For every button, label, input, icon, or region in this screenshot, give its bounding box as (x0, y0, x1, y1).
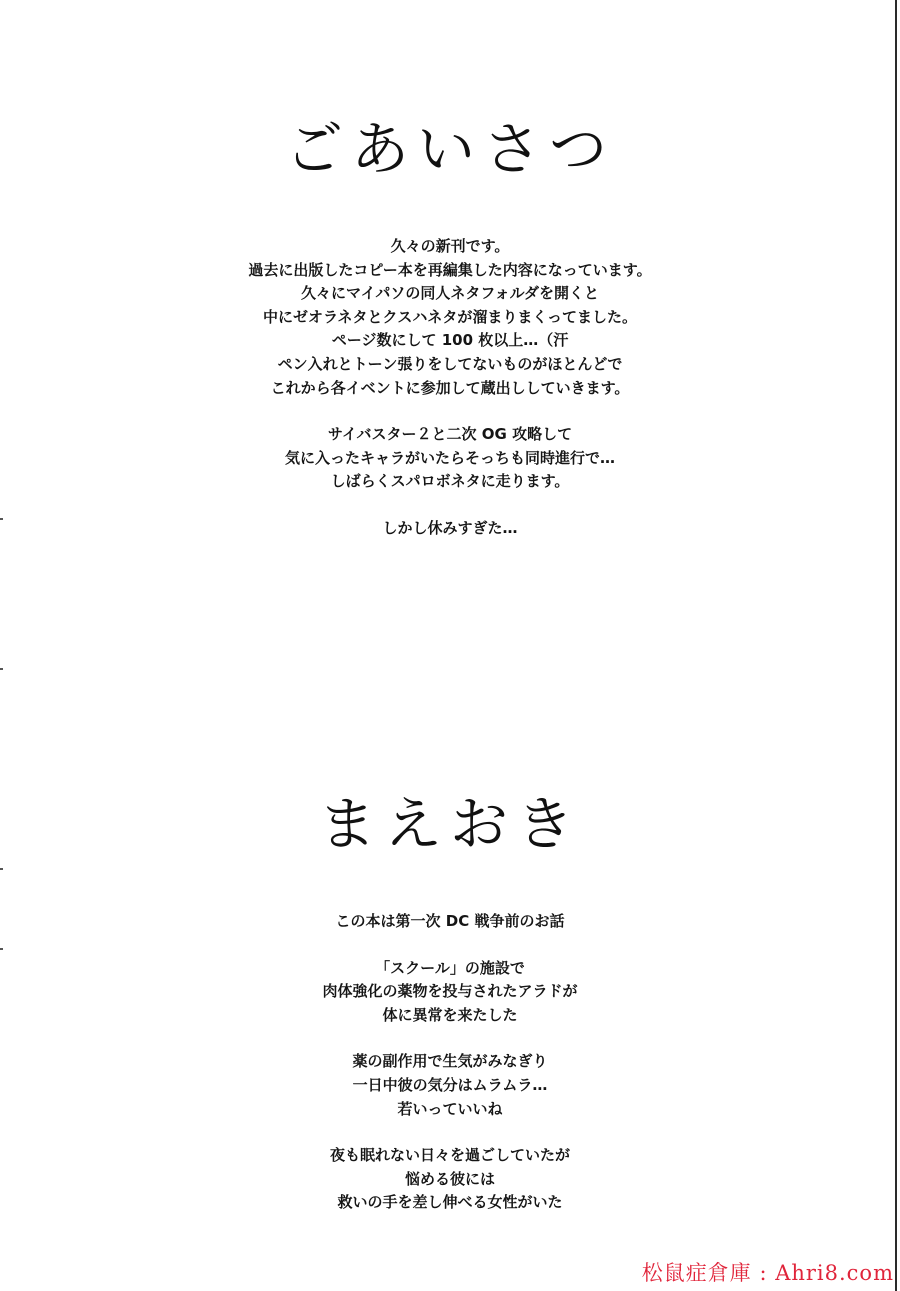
text-line: 若いっていいね (397, 1099, 503, 1118)
greeting-paragraph (0, 235, 900, 400)
preface-paragraph (0, 1050, 900, 1121)
text-line: 救いの手を差し伸べる女性がいた (337, 1193, 563, 1212)
preface-paragraph (0, 957, 900, 1028)
text-line: ページ数にして 100 枚以上…（汗 (331, 331, 569, 350)
greeting-paragraph (0, 517, 900, 541)
text-line: 体に異常を来たした (382, 1005, 518, 1024)
text-line: 久々にマイパソの同人ネタフォルダを開くと (300, 284, 600, 303)
text-line: 悩める彼には (404, 1169, 495, 1188)
preface-body (0, 910, 900, 1215)
text-line: 久々の新刊です。 (390, 237, 510, 255)
text-line: この本は第一次 DC 戦争前のお話 (335, 912, 565, 930)
text-line: 一日中彼の気分はムラムラ… (352, 1075, 548, 1094)
watermark-text: 松鼠症倉庫 : Ahri8.com (641, 1261, 894, 1285)
text-line: しかし休みすぎた… (382, 518, 518, 537)
text-line: ペン入れとトーン張りをしてないものがほとんどで (277, 354, 623, 373)
preface-paragraph (0, 910, 900, 934)
greeting-paragraph (0, 423, 900, 494)
greeting-title: ごあいさつ (284, 115, 615, 183)
text-line: しばらくスパロボネタに走ります。 (330, 472, 570, 491)
preface-paragraph (0, 1144, 900, 1215)
text-line: これから各イベントに参加して蔵出ししていきます。 (270, 378, 630, 397)
text-line: 肉体強化の薬物を投与されたアラドが (322, 982, 578, 1001)
scan-edge-mark (0, 668, 3, 670)
text-line: 中にゼオラネタとクスハネタが溜まりまくってました。 (262, 307, 638, 326)
preface-title: まえおき (317, 790, 582, 858)
scan-edge-mark (0, 868, 3, 870)
text-line: 薬の副作用で生気がみなぎり (352, 1052, 548, 1071)
text-line: 夜も眠れない日々を過ごしていたが (329, 1146, 570, 1165)
text-line: 過去に出版したコピー本を再編集した内容になっています。 (248, 260, 652, 279)
text-line: 「スクール」の施設で (375, 958, 525, 977)
text-line: サイバスター２と二次 OG 攻略して (327, 425, 573, 444)
greeting-body (0, 235, 900, 541)
text-line: 気に入ったキャラがいたらそっちも同時進行で… (284, 448, 615, 467)
